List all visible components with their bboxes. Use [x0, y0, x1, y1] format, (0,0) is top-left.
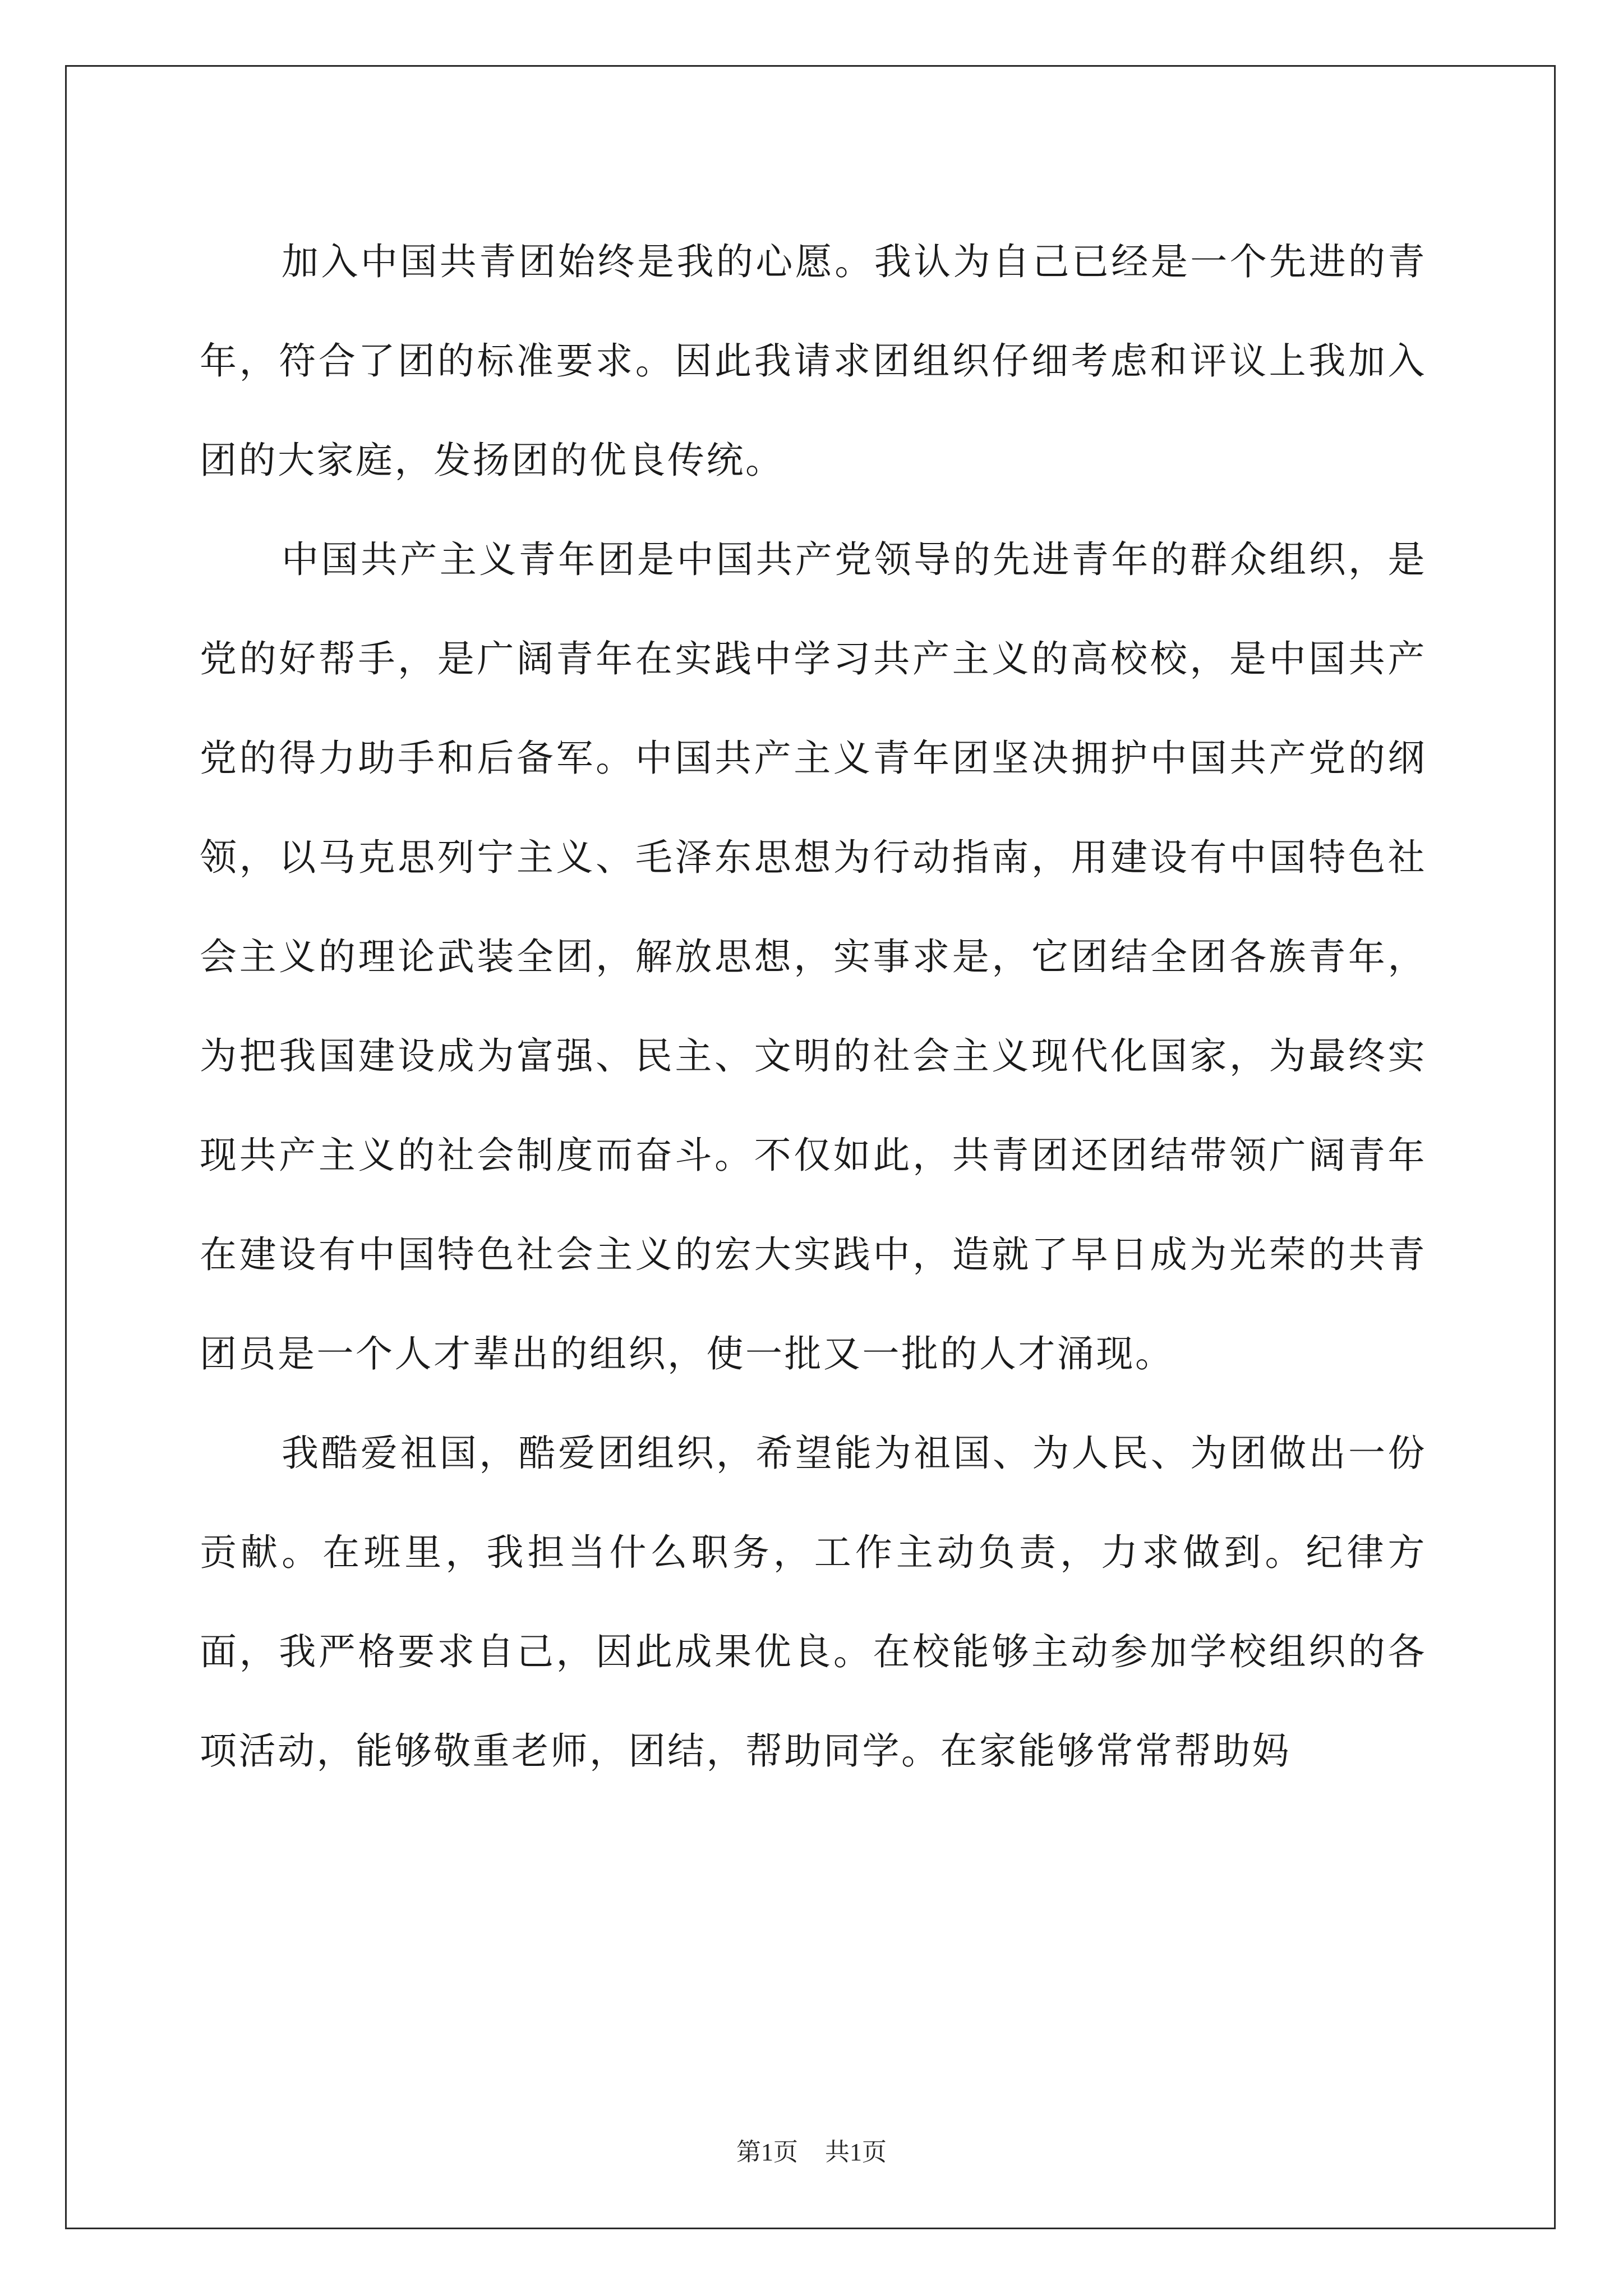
paragraph-3: 我酷爱祖国，酷爱团组织，希望能为祖国、为人民、为团做出一份贡献。在班里，我担当什么职务，工作主动负责，力求做到。纪律方面，我严格要求自己，因此成果优良。在校能够主动参加学校组织的各项活动，能够敬重老师，团结，帮助同学。在家能够常常帮助妈	[200, 1432, 1427, 1773]
page-total: 共1页	[825, 2138, 887, 2166]
document-body	[200, 212, 1427, 1801]
paragraph-1: 加入中国共青团始终是我的心愿。我认为自己已经是一个先进的青年，符合了团的标准要求。因此我请求团组织仔细考虑和评议上我加入团的大家庭，发扬团的优良传统。	[200, 240, 1427, 482]
page-footer	[0, 2132, 1623, 2168]
paragraph-2: 中国共产主义青年团是中国共产党领导的先进青年的群众组织，是党的好帮手，是广阔青年在实践中学习共产主义的高校校，是中国共产党的得力助手和后备军。中国共产主义青年团坚决拥护中国共产党的纲领，以马克思列宁主义、毛泽东思想为行动指南，用建设有中国特色社会主义的理论武装全团，解放思想，实事求是，它团结全团各族青年，为把我国建设成为富强、民主、文明的社会主义现代化国家，为最终实现共产主义的社会制度而奋斗。不仅如此，共青团还团结带领广阔青年在建设有中国特色社会主义的宏大实践中，造就了早日成为光荣的共青团员是一个人才辈出的组织，使一批又一批的人才涌现。	[200, 538, 1427, 1375]
page-number: 第1页	[736, 2138, 798, 2166]
